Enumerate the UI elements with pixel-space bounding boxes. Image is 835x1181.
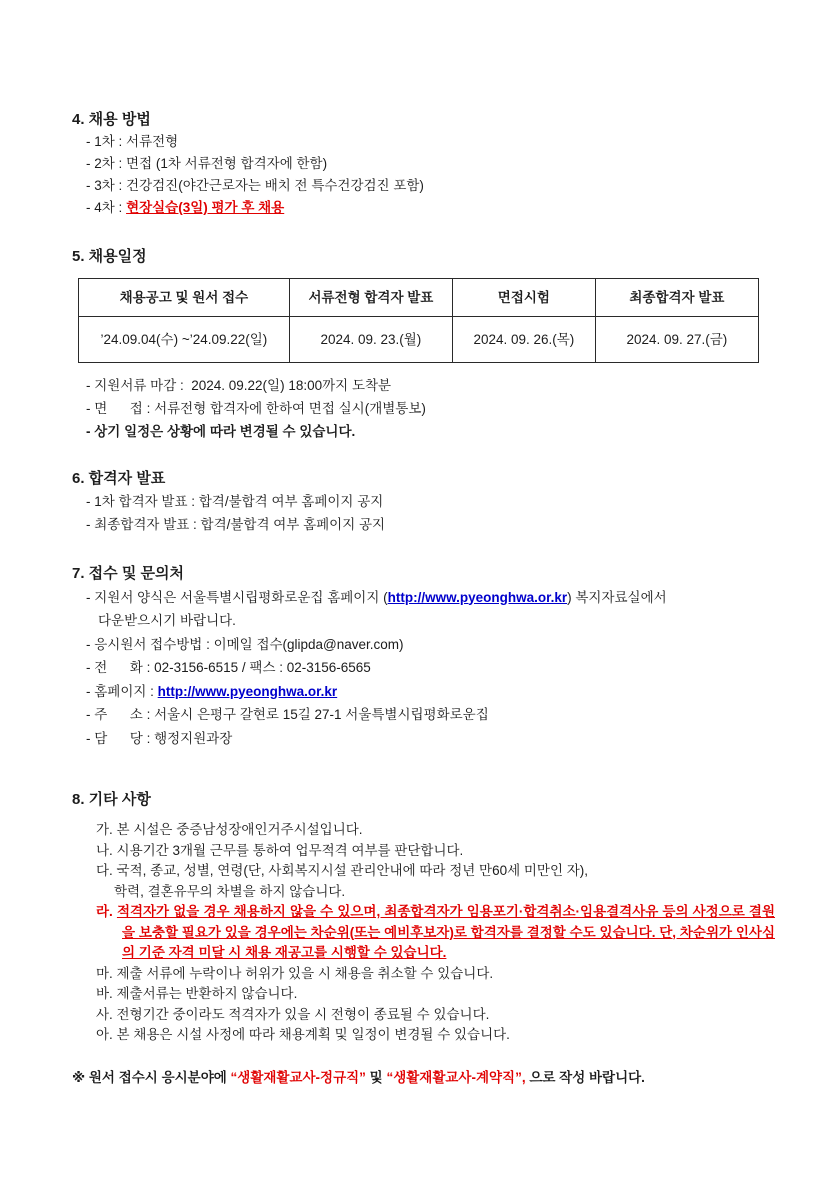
form-text-suffix: ) 복지자료실에서 xyxy=(567,589,667,605)
table-cell-application-period: ’24.09.04(수) ~’24.09.22(일) xyxy=(79,317,290,363)
list-item-sa: 사. 전형기간 중이라도 적격자가 있을 시 전형이 종료될 수 있습니다. xyxy=(96,1006,490,1022)
list-item-submit-method: - 응시원서 접수방법 : 이메일 접수(glipda@naver.com) xyxy=(86,636,404,652)
round4-highlight: 현장실습(3일) 평가 후 채용 xyxy=(126,200,285,215)
section-contact xyxy=(72,562,775,750)
footnote-text-2: 및 xyxy=(365,1069,387,1085)
section-7-title: 7. 접수 및 문의처 xyxy=(72,565,184,582)
homepage-label: - 홈페이지 : xyxy=(86,683,158,699)
schedule-table xyxy=(78,278,759,363)
section-8-title: 8. 기타 사항 xyxy=(72,791,151,808)
note-interview: - 면 접 : 서류전형 합격자에 한하여 면접 실시(개별통보) xyxy=(86,401,426,416)
list-item-ah: 아. 본 채용은 시설 사정에 따라 채용계획 및 일정이 변경될 수 있습니다. xyxy=(96,1027,510,1042)
footnote-jobtitle-regular: “생활재활교사-정규직” xyxy=(230,1069,366,1085)
table-cell-document-result: 2024. 09. 23.(월) xyxy=(289,317,452,363)
footnote-jobtitle-contract: “생활재활교사-계약직”, xyxy=(386,1069,526,1085)
section-other-matters xyxy=(72,788,775,1046)
schedule-notes xyxy=(72,374,775,443)
section-result-announcement xyxy=(72,467,775,536)
footnote-text-3: 으로 작성 바랍니다. xyxy=(525,1069,645,1085)
table-header-final-result: 최종합격자 발표 xyxy=(595,279,758,317)
ra-prefix: 라. xyxy=(96,904,117,919)
list-item-ga: 가. 본 시설은 중증남성장애인거주시설입니다. xyxy=(96,822,363,837)
list-item-address: - 주 소 : 서울시 은평구 갈현로 15길 27-1 서울특별시립평화로운집 xyxy=(86,707,489,722)
round4-prefix: - 4차 : xyxy=(86,200,127,215)
table-header-document-result: 서류전형 합격자 발표 xyxy=(289,279,452,317)
note-schedule-change: - 상기 일정은 상황에 따라 변경될 수 있습니다. xyxy=(86,424,356,439)
form-text-prefix: - 지원서 양식은 서울특별시립평화로운집 홈페이지 ( xyxy=(86,589,388,605)
list-item-application-form-cont: 다운받으시기 바랍니다. xyxy=(98,613,236,628)
list-item-contact-person: - 담 당 : 행정지원과장 xyxy=(86,730,233,746)
list-item-round4 xyxy=(72,197,775,219)
list-item-homepage xyxy=(72,680,775,704)
list-item-na: 나. 시용기간 3개월 근무를 통하여 업무적격 여부를 판단합니다. xyxy=(96,842,464,858)
list-item-ma: 마. 제출 서류에 누락이나 허위가 있을 시 채용을 취소할 수 있습니다. xyxy=(96,965,494,981)
section-4-title: 4. 채용 방법 xyxy=(72,111,151,128)
table-header-application-period: 채용공고 및 원서 접수 xyxy=(79,279,290,317)
list-item-final-result: - 최종합격자 발표 : 합격/불합격 여부 홈페이지 공지 xyxy=(86,517,386,532)
schedule-table-header-row xyxy=(79,279,759,317)
ra-warning-text: 적격자가 없을 경우 채용하지 않을 수 있으며, 최종합격자가 임용포기·합격취소·임용결격사유 등의 사정으로 결원을 보충할 필요가 있을 경우에는 차순위(또는 예비후보자)로 합격자를 결정할 수도 있습니다. 단, 차순위가 인사심의 기준 자격 미달 시 채용 재공고를 시행할 수 있습니다. xyxy=(116,904,776,960)
list-item-da: 다. 국적, 종교, 성별, 연령(단, 사회복지시설 관리안내에 따라 정년 만60세 미만인 자), xyxy=(96,863,589,878)
footnote-text-1: ※ 원서 접수시 응시분야에 xyxy=(72,1069,231,1085)
table-header-interview: 면접시험 xyxy=(452,279,595,317)
pyeonghwa-homepage-link[interactable]: http://www.pyeonghwa.or.kr xyxy=(157,683,338,699)
list-item-ra-warning xyxy=(72,902,775,964)
table-cell-interview: 2024. 09. 26.(목) xyxy=(452,317,595,363)
table-cell-final-result: 2024. 09. 27.(금) xyxy=(595,317,758,363)
section-5-title: 5. 채용일정 xyxy=(72,248,147,265)
section-recruitment-method xyxy=(72,108,775,219)
list-item-phone: - 전 화 : 02-3156-6515 / 팩스 : 02-3156-6565 xyxy=(86,660,371,675)
list-item-ba: 바. 제출서류는 반환하지 않습니다. xyxy=(96,986,298,1001)
schedule-table-data-row xyxy=(79,317,759,363)
section-schedule xyxy=(72,245,775,443)
note-deadline: - 지원서류 마감 : 2024. 09.22(일) 18:00까지 도착분 xyxy=(86,378,392,393)
list-item-round1: - 1차 : 서류전형 xyxy=(86,134,179,149)
list-item-application-form xyxy=(72,586,775,610)
list-item-da-cont: 학력, 결혼유무의 차별을 하지 않습니다. xyxy=(114,883,346,899)
pyeonghwa-website-link[interactable]: http://www.pyeonghwa.or.kr xyxy=(387,589,568,605)
list-item-round2: - 2차 : 면접 (1차 서류전형 합격자에 한함) xyxy=(86,156,328,171)
section-6-title: 6. 합격자 발표 xyxy=(72,470,166,487)
list-item-first-result: - 1차 합격자 발표 : 합격/불합격 여부 홈페이지 공지 xyxy=(86,494,384,509)
list-item-round3: - 3차 : 건강검진(야간근로자는 배치 전 특수건강검진 포함) xyxy=(86,178,424,193)
application-field-footnote xyxy=(72,1067,775,1089)
